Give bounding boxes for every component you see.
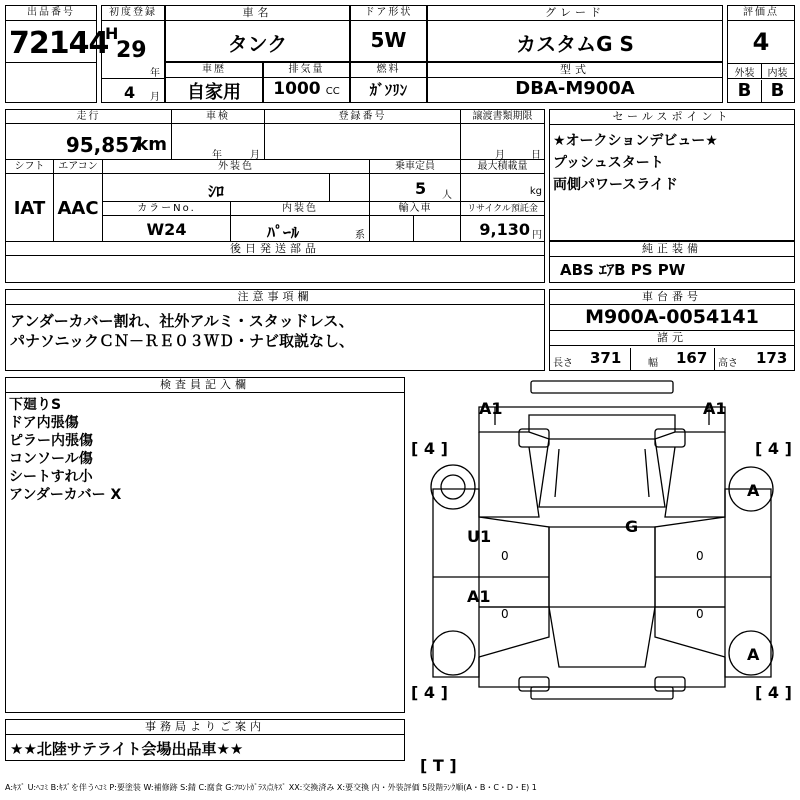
equipment-value: ABS ｴｱB PS PW (560, 261, 686, 279)
import-label: 輸入車 (370, 202, 461, 216)
recycle-unit: 円 (532, 230, 542, 241)
damage-g-roof: G (625, 517, 639, 536)
fuel-label: 燃料 (351, 63, 426, 78)
equipment-section (549, 241, 795, 283)
office-note-section (5, 719, 405, 761)
sales-point-section (549, 109, 795, 241)
history-label: 車歴 (166, 63, 262, 78)
capacity-label: 乗車定員 (370, 160, 461, 174)
legend-text: A:ｷｽﾞ U:ﾍｺﾐ B:ｷｽﾞを伴うﾍｺﾐ P:要塗装 W:補修跡 S:錆 C:腐食 G:ﾌﾛﾝﾄｶﾞﾗｽ点ｷｽﾞ XX:交換済み X:要交換 内・外装評価 5段階ﾗﾝｸ順(A・B・C・D・E) 1 (5, 783, 537, 792)
inspector-line-4: コンソール傷 (9, 451, 93, 467)
sales-line-3: 両側パワースライド (553, 177, 678, 193)
chassis-value: M900A-0054141 (585, 306, 759, 328)
color-value: ｼﾛ (207, 182, 224, 201)
intcolor-unit: 系 (355, 230, 365, 241)
lot-label: 出品番号 (6, 6, 96, 21)
displacement-section (263, 62, 350, 103)
damage-a-right-rear: A (747, 645, 760, 664)
specs-grid (5, 109, 545, 283)
registration-section (101, 5, 165, 103)
recycle-value: 9,130 (479, 220, 530, 239)
chassis-label: 車台番号 (550, 290, 794, 305)
spare-tire-mark: [ T ] (420, 756, 457, 775)
score-label: 評価点 (728, 6, 794, 21)
reg-year: 29 (116, 38, 147, 63)
sales-line-2: プッシュスタート (553, 155, 664, 171)
caution-line-1: アンダーカバー割れ、社外アルミ・スタッドレス、 (10, 312, 354, 330)
tire-tread-rear-left: [ 4 ] (411, 683, 448, 702)
model-section (427, 62, 723, 103)
transfer-month-unit: 月 (495, 150, 505, 161)
reg-era: H (105, 24, 119, 43)
history-value: 自家用 (187, 82, 241, 103)
inspector-line-1: 下廻りS (9, 397, 62, 413)
caution-section (5, 289, 545, 371)
sales-point-label: セールスポイント (550, 110, 794, 125)
load-unit: kg (529, 186, 542, 197)
transfer-label: 譲渡書類期限 (461, 110, 544, 124)
length-value: 371 (590, 349, 622, 367)
intcolor-label: 内装色 (231, 202, 370, 216)
colorno-label: カラーNo. (103, 202, 231, 216)
office-note-label: 事務局よりご案内 (6, 720, 404, 735)
tire-tread-front-right: [ 4 ] (755, 439, 792, 458)
damage-a1-left-rear: A1 (467, 587, 491, 606)
plate-value (265, 124, 461, 160)
caution-label: 注意事項欄 (6, 290, 544, 305)
height-value: 173 (756, 349, 788, 367)
exterior-label: 外装 (728, 64, 762, 78)
door-label: ドア形状 (351, 6, 426, 21)
mark-zero-4: 0 (696, 607, 704, 621)
displacement-unit: CC (325, 86, 340, 97)
score-value: 4 (752, 28, 770, 56)
damage-u1-left: U1 (467, 527, 492, 546)
capacity-unit: 人 (442, 190, 452, 201)
ac-value: AAC (57, 198, 99, 219)
damage-a1-front-left: A1 (479, 399, 503, 418)
plate-label: 登録番号 (265, 110, 461, 124)
model-value: DBA-M900A (515, 78, 635, 99)
mark-zero-1: 0 (501, 549, 509, 563)
grade-value: カスタムG S (516, 32, 634, 56)
mileage-label: 走行 (6, 110, 172, 124)
load-label: 最大積載量 (461, 160, 544, 174)
door-section (350, 5, 427, 62)
mark-zero-3: 0 (501, 607, 509, 621)
car-diagram (409, 377, 795, 713)
month-unit: 月 (150, 92, 160, 103)
fuel-value: ｶﾞｿﾘﾝ (369, 81, 408, 99)
office-note-value: ★★北陸サテライト会場出品車★★ (10, 740, 244, 758)
mileage-value: 95,857 (65, 133, 143, 157)
inspector-line-2: ドア内張傷 (9, 415, 79, 431)
intcolor-value: ﾊﾟｰﾙ (267, 223, 300, 242)
year-unit: 年 (150, 68, 160, 79)
score-section (727, 5, 795, 103)
history-section (165, 62, 263, 103)
displacement-value: 1000 (273, 79, 321, 99)
shift-value: IAT (13, 198, 46, 219)
equipment-label: 純正装備 (550, 242, 794, 257)
name-section (165, 5, 350, 62)
shift-label: シフト (6, 160, 54, 174)
later-parts-label: 後日発送部品 (6, 242, 544, 256)
inspector-line-3: ピラー内張傷 (9, 433, 93, 449)
reg-month: 4 (124, 83, 136, 102)
dims-label: 諸元 (550, 331, 794, 346)
inspection-label: 車検 (172, 110, 265, 124)
damage-a1-front-right: A1 (703, 399, 727, 418)
recycle-label: リサイクル預託金 (461, 202, 544, 216)
model-label: 型式 (428, 63, 722, 78)
inspector-line-5: シートすれ小 (9, 469, 93, 485)
lot-section (5, 5, 109, 103)
lot-number: 72144 (9, 26, 109, 61)
name-label: 車名 (166, 6, 349, 21)
inspector-section (5, 377, 405, 713)
width-value: 167 (676, 349, 708, 367)
displacement-label: 排気量 (264, 63, 349, 78)
tire-tread-rear-right: [ 4 ] (755, 683, 792, 702)
car-name: タンク (227, 32, 288, 56)
damage-a-right-front: A (747, 481, 760, 500)
inspection-year-unit: 年 (212, 150, 222, 161)
width-label: 幅 (648, 358, 658, 369)
capacity-value: 5 (415, 179, 427, 198)
caution-line-2: パナソニックＣＮ－ＲＥ０３ＷＤ・ナビ取説なし、 (10, 332, 354, 350)
interior-label: 内装 (767, 68, 788, 79)
color-label: 外装色 (103, 160, 370, 174)
exterior-grade: B (728, 80, 762, 102)
length-label: 長さ (553, 358, 573, 369)
mark-zero-2: 0 (696, 549, 704, 563)
chassis-section (549, 289, 795, 371)
tire-tread-front-left: [ 4 ] (411, 439, 448, 458)
mileage-unit: km (136, 134, 167, 155)
sales-line-1: ★オークションデビュー★ (553, 133, 718, 149)
height-label: 高さ (718, 358, 738, 369)
grade-section (427, 5, 723, 62)
grade-label: グレード (428, 6, 722, 21)
inspector-label: 検査員記入欄 (6, 378, 404, 393)
ac-label: エアコン (54, 160, 103, 174)
colorno-value: W24 (146, 220, 187, 239)
door-type: 5W (370, 28, 407, 52)
inspector-line-6: アンダーカバー X (9, 487, 122, 503)
interior-grade: B (770, 80, 785, 101)
registration-label: 初度登録 (102, 6, 164, 21)
fuel-section (350, 62, 427, 103)
transfer-day-unit: 日 (531, 150, 541, 161)
inspection-month-unit: 月 (250, 150, 260, 161)
